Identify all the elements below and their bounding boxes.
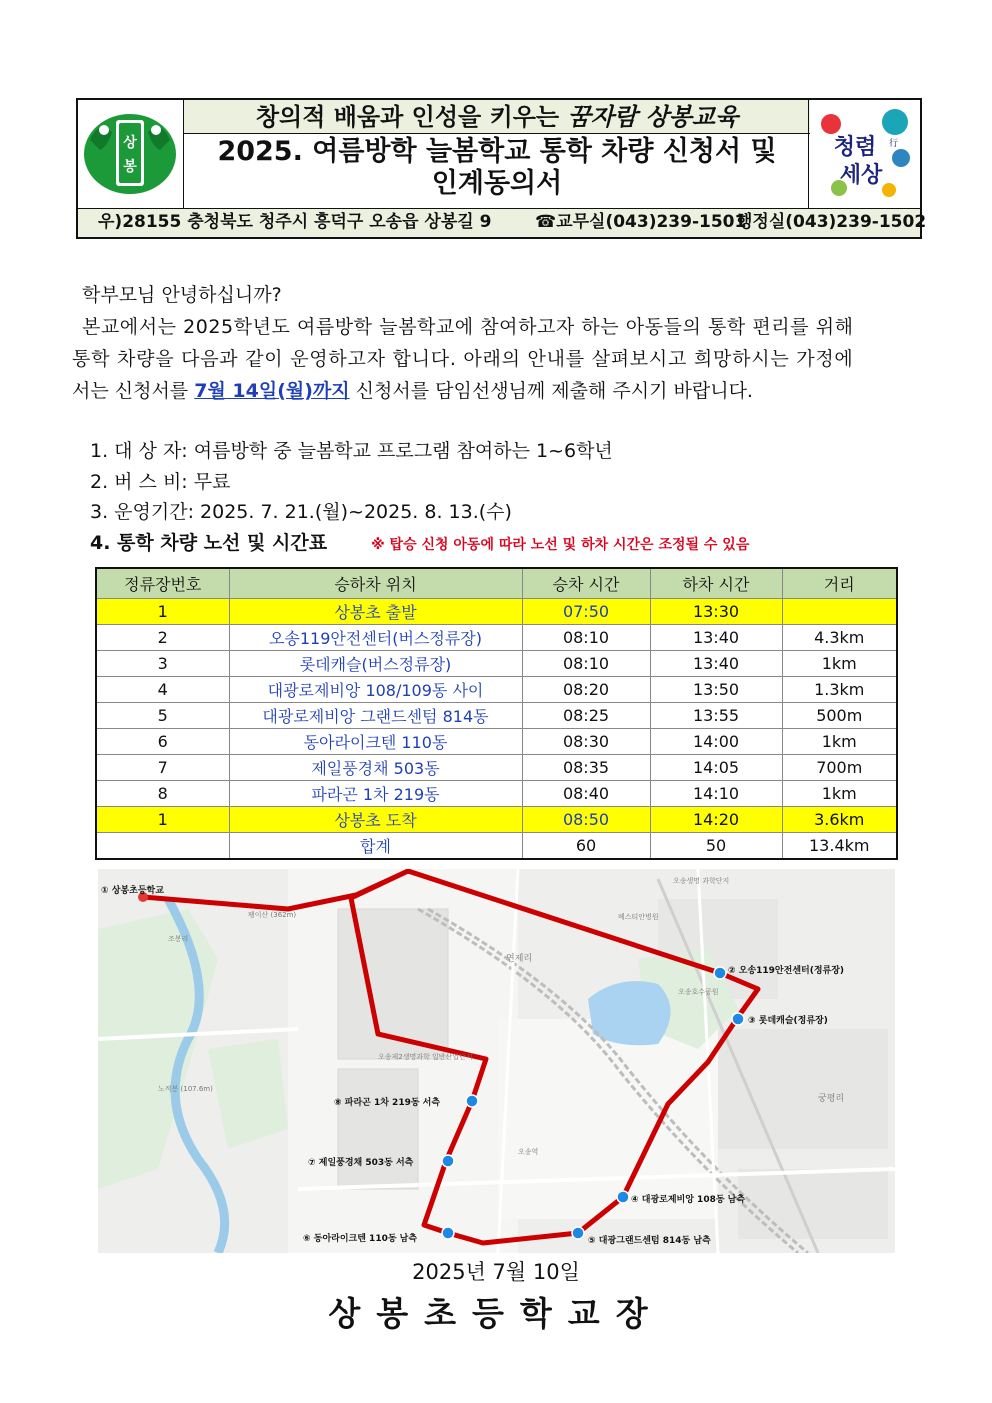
svg-text:行: 行	[889, 139, 899, 149]
cell-total-alight: 50	[650, 833, 782, 860]
place-gungpyeong: 궁평리	[818, 1094, 845, 1104]
cell-distance: 1km	[782, 729, 897, 755]
list-item-fare: 2. 버 스 비: 무료	[90, 470, 231, 493]
map-label-stop-4: ④ 대광로제비앙 108동 남측	[631, 1195, 746, 1205]
cell-alight-time: 13:40	[650, 651, 782, 677]
info-list	[90, 436, 749, 560]
table-row	[96, 781, 897, 807]
admin-phone: 행정실(043)239-1502	[736, 212, 927, 232]
cell-stop-no: 6	[96, 729, 229, 755]
cell-board-time: 08:50	[522, 807, 650, 833]
cell-alight-time: 13:40	[650, 625, 782, 651]
cell-total-label: 합계	[229, 833, 522, 860]
cell-location: 대광로제비앙 그랜드센텀 814동	[229, 703, 522, 729]
table-row	[96, 755, 897, 781]
cell-stop-no: 3	[96, 651, 229, 677]
cell-distance: 4.3km	[782, 625, 897, 651]
list-item-route	[90, 528, 749, 561]
cell-location: 오송119안전센터(버스정류장)	[229, 625, 522, 651]
header-board-time: 승차 시간	[522, 568, 650, 599]
place-yeonje: 연제리	[506, 954, 533, 964]
svg-text:봉: 봉	[123, 159, 137, 175]
stop-8-marker	[466, 1095, 478, 1107]
paragraph-line-3-end: 신청서를 담임선생님께 제출해 주시기 바랍니다.	[349, 380, 753, 402]
table-header-row	[96, 568, 897, 599]
cell-stop-no: 1	[96, 599, 229, 625]
table-row	[96, 677, 897, 703]
stop-2-marker	[714, 967, 726, 979]
paragraph-line-3-start: 서는 신청서를	[72, 380, 195, 402]
cell-distance: 1km	[782, 781, 897, 807]
cell-board-time: 08:30	[522, 729, 650, 755]
cell-alight-time: 13:30	[650, 599, 782, 625]
list-item-target: 1. 대 상 자: 여름방학 중 늘봄학교 프로그램 참여하는 1~6학년	[90, 440, 613, 462]
map-label-stop-7: ⑦ 제일풍경채 503동 서측	[308, 1158, 414, 1168]
table-row	[96, 729, 897, 755]
place-paengisan: 팽이산 (362m)	[248, 911, 297, 919]
header-distance: 거리	[782, 568, 897, 599]
stop-4-marker	[617, 1191, 629, 1203]
paragraph-line-3	[72, 375, 922, 407]
cell-alight-time: 14:05	[650, 755, 782, 781]
cell-stop-no: 7	[96, 755, 229, 781]
school-slogan	[184, 100, 810, 134]
place-nojeokbong: 노적봉 (107.6m)	[158, 1085, 213, 1093]
document-title	[184, 136, 810, 200]
cell-stop-no: 5	[96, 703, 229, 729]
cell-alight-time: 14:10	[650, 781, 782, 807]
route-note: ※ 탑승 신청 아동에 따라 노선 및 하차 시간은 조정될 수 있음	[371, 536, 750, 553]
letterhead	[76, 98, 927, 239]
svg-text:세상: 세상	[839, 162, 883, 188]
cell-location: 동아라이크텐 110동	[229, 729, 522, 755]
place-jobong: 조봉리	[168, 935, 189, 943]
table-total-row	[96, 833, 897, 860]
map-label-stop-2: ② 오송119안전센터(정류장)	[728, 966, 845, 976]
stop-5-marker	[572, 1227, 584, 1239]
address-bar	[78, 208, 927, 237]
slogan-script-text: 꿈자람 상봉교육	[567, 102, 739, 131]
place-hospital: 베스티안병원	[618, 913, 659, 921]
paragraph-line-1: 본교에서는 2025학년도 여름방학 늘봄학교에 참여하고자 하는 아동들의 통학 편리를 위해	[82, 316, 854, 338]
header-center	[184, 100, 810, 208]
integrity-logo	[808, 100, 920, 208]
cell-stop-no: 2	[96, 625, 229, 651]
cell-distance: 3.6km	[782, 807, 897, 833]
cell-board-time: 08:10	[522, 625, 650, 651]
cell-board-time: 08:25	[522, 703, 650, 729]
cell-alight-time: 14:00	[650, 729, 782, 755]
cell-board-time: 08:20	[522, 677, 650, 703]
deadline: 7월 14일(월)까지	[194, 380, 350, 402]
cell-location: 제일풍경채 503동	[229, 755, 522, 781]
header-alight-time: 하차 시간	[650, 568, 782, 599]
cell-location: 파라곤 1차 219동	[229, 781, 522, 807]
office-phone: ☎교무실(043)239-1501	[535, 212, 747, 232]
cell-distance: 500m	[782, 703, 897, 729]
table-row	[96, 807, 897, 833]
cell-board-time: 08:10	[522, 651, 650, 677]
cell-stop-no	[96, 833, 229, 860]
table-row	[96, 625, 897, 651]
stop-7-marker	[442, 1155, 454, 1167]
svg-text:청렴: 청렴	[833, 134, 877, 160]
paragraph-line-2: 통학 차량을 다음과 같이 운영하고자 합니다. 아래의 안내를 살펴보시고 희망하시는 가정에	[72, 348, 854, 370]
place-bio: 오송생명 과학단지	[673, 877, 730, 885]
route-map	[98, 869, 895, 1253]
cell-alight-time: 13:55	[650, 703, 782, 729]
cell-stop-no: 4	[96, 677, 229, 703]
cell-stop-no: 1	[96, 807, 229, 833]
map-label-stop-6: ⑥ 동아라이크텐 110동 남측	[303, 1234, 418, 1244]
cell-distance: 700m	[782, 755, 897, 781]
cell-total-board: 60	[522, 833, 650, 860]
map-label-stop-3: ③ 롯데캐슬(정류장)	[748, 1016, 828, 1026]
table-row	[96, 599, 897, 625]
cell-location: 상봉초 출발	[229, 599, 522, 625]
letter-body	[72, 279, 922, 407]
school-logo	[78, 100, 184, 208]
cell-distance: 1.3km	[782, 677, 897, 703]
cell-board-time: 08:40	[522, 781, 650, 807]
cell-alight-time: 14:20	[650, 807, 782, 833]
route-heading: 4. 통학 차량 노선 및 시간표	[90, 531, 328, 554]
cell-total-distance: 13.4km	[782, 833, 897, 860]
stop-3-marker	[732, 1013, 744, 1025]
header-location: 승하차 위치	[229, 568, 522, 599]
map-label-stop-1: ① 상봉초등학교	[101, 886, 164, 896]
slogan-text: 창의적 배움과 인성을 키우는	[255, 103, 568, 131]
cell-alight-time: 13:50	[650, 677, 782, 703]
cell-board-time: 07:50	[522, 599, 650, 625]
map-label-stop-8: ⑧ 파라곤 1차 219동 서측	[334, 1098, 441, 1108]
principal-signature: 상봉초등학교장	[328, 1294, 664, 1333]
place-lake: 오송호수공원	[678, 988, 719, 996]
title-line-2: 인계동의서	[431, 168, 563, 199]
cell-location: 대광로제비앙 108/109동 사이	[229, 677, 522, 703]
header-stop-no: 정류장번호	[96, 568, 229, 599]
school-address: 우)28155 충청북도 청주시 흥덕구 오송읍 상봉길 9	[98, 212, 492, 232]
list-item-period: 3. 운영기간: 2025. 7. 21.(월)~2025. 8. 13.(수)	[90, 501, 512, 523]
stop-6-marker	[442, 1227, 454, 1239]
svg-text:상: 상	[123, 135, 137, 151]
route-table	[95, 567, 898, 860]
cell-location: 상봉초 도착	[229, 807, 522, 833]
title-line-1: 2025. 여름방학 늘봄학교 통학 차량 신청서 및	[217, 136, 777, 167]
map-label-stop-5: ⑤ 대광그랜드센텀 814동 남측	[588, 1236, 711, 1246]
cell-board-time: 08:35	[522, 755, 650, 781]
place-industrial: 오송제2생명과학 일반산업단지	[378, 1053, 473, 1061]
table-row	[96, 703, 897, 729]
place-osong: 오송역	[518, 1148, 539, 1156]
cell-location: 롯데캐슬(버스정류장)	[229, 651, 522, 677]
table-row	[96, 651, 897, 677]
greeting: 학부모님 안녕하십니까?	[82, 284, 282, 306]
document-date: 2025년 7월 10일	[412, 1260, 580, 1284]
cell-distance	[782, 599, 897, 625]
cell-distance: 1km	[782, 651, 897, 677]
cell-stop-no: 8	[96, 781, 229, 807]
